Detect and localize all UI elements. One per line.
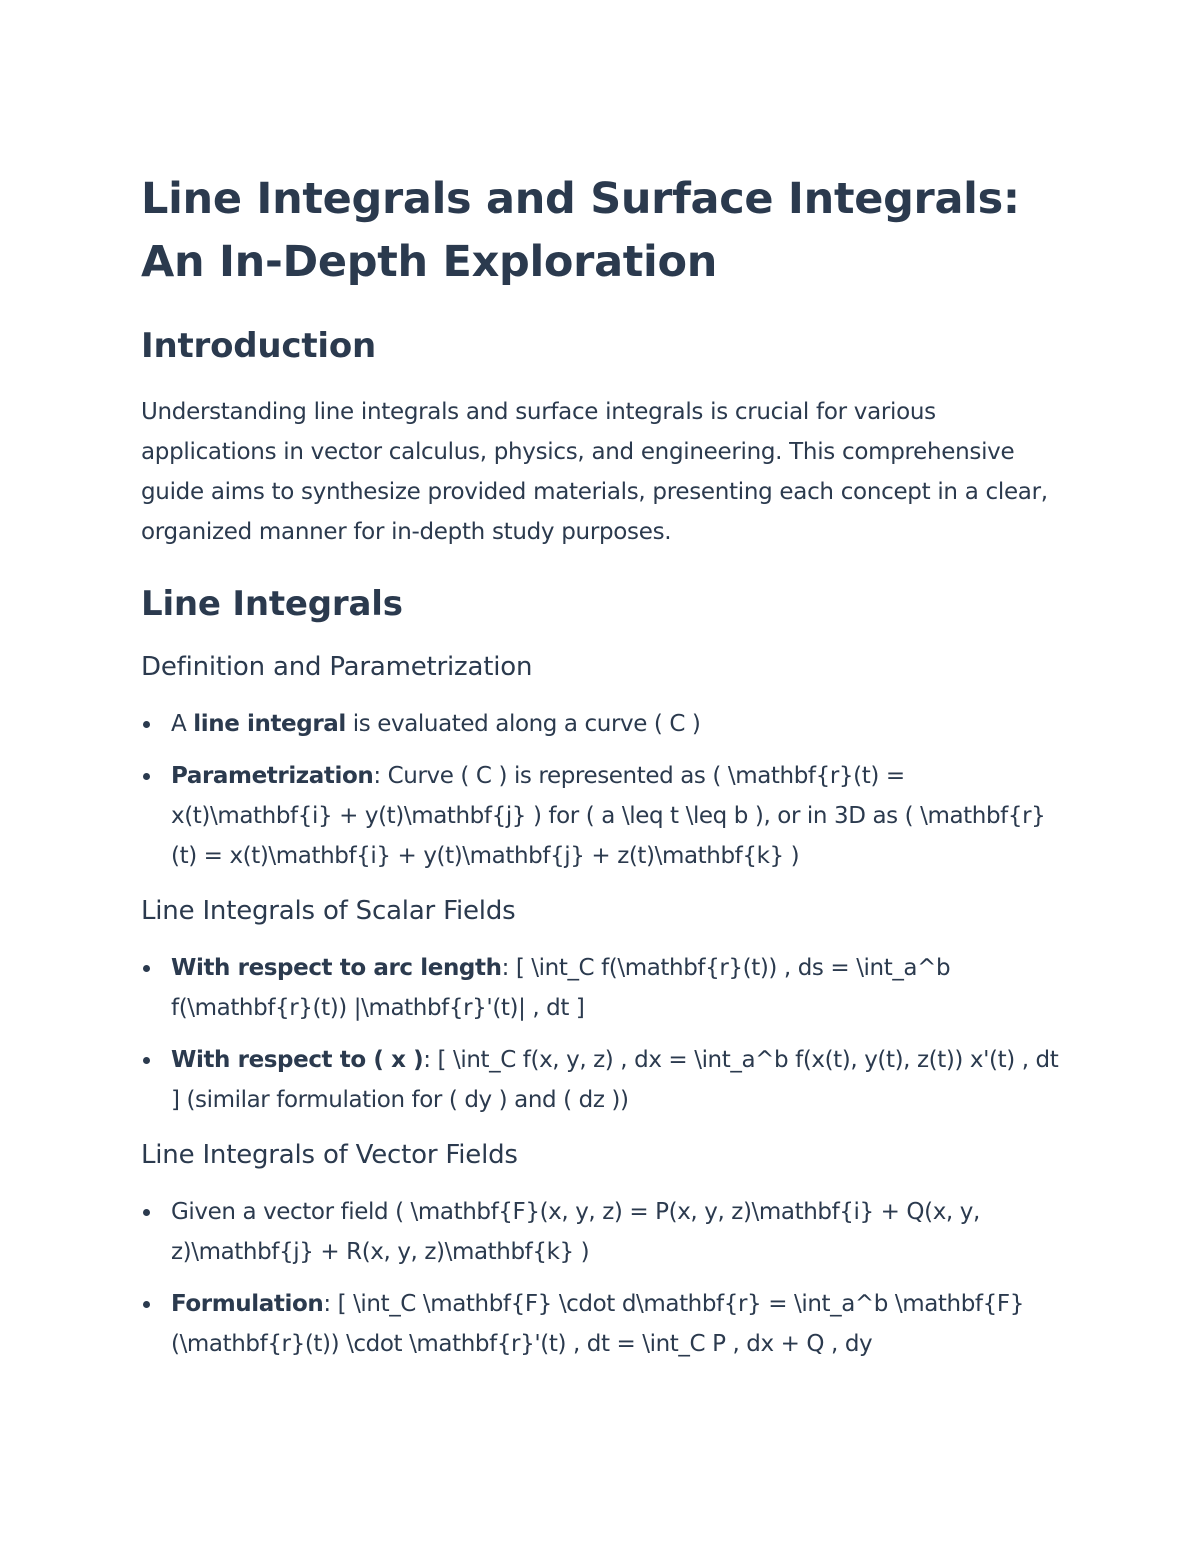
list-item-bold: Parametrization (171, 763, 374, 789)
vector-list (141, 1192, 1071, 1364)
list-item-prefix: Given a vector field ( \mathbf{F}(x, y, z) = P(x, y, z)\mathbf{i} + Q(x, y, z)\mathbf{j} + R(x, y, z)\mathbf{k} ) (171, 1199, 980, 1265)
list-item (141, 1192, 1071, 1272)
definition-list (141, 704, 1071, 876)
scalar-list (141, 948, 1071, 1120)
list-item (141, 1040, 1071, 1120)
list-item-text: is evaluated along a curve ( C ) (345, 711, 701, 737)
list-item (141, 1284, 1071, 1364)
list-item-text: : Curve ( C ) is represented as ( \mathbf{r}(t) = x(t)\mathbf{i} + y(t)\mathbf{j} ) for ( a \leq t \leq b ), or in 3D as ( \mathbf{r}(t) = x(t)\mathbf{i} + y(t)\mathbf{j} + z(t)\mathbf{k} ) (171, 763, 1046, 869)
list-item-text: : [ \int_C \mathbf{F} \cdot d\mathbf{r} = \int_a^b \mathbf{F}(\mathbf{r}(t)) \cdot \mathbf{r}'(t) , dt = \int_C P , dx + Q , dy (171, 1291, 1024, 1357)
list-item-bold: With respect to arc length (171, 955, 502, 981)
section-heading-line-integrals: Line Integrals (141, 584, 403, 624)
list-item-bold: With respect to ( x ) (171, 1047, 424, 1073)
list-item (141, 704, 1071, 744)
document-page (141, 168, 1071, 1382)
subsection-heading-scalar-fields: Line Integrals of Scalar Fields (141, 896, 516, 926)
list-item-bold: Formulation (171, 1291, 324, 1317)
subsection-heading-vector-fields: Line Integrals of Vector Fields (141, 1140, 518, 1170)
subsection-heading-definition: Definition and Parametrization (141, 652, 533, 682)
list-item-text: : [ \int_C f(x, y, z) , dx = \int_a^b f(x(t), y(t), z(t)) x'(t) , dt ] (similar formulation for ( dy ) and ( dz )) (171, 1047, 1059, 1113)
section-heading-introduction: Introduction (141, 326, 377, 366)
list-item (141, 756, 1071, 876)
list-item-prefix: A (171, 711, 194, 737)
list-item-text: : [ \int_C f(\mathbf{r}(t)) , ds = \int_a^b f(\mathbf{r}(t)) |\mathbf{r}'(t)| , dt ] (171, 955, 951, 1021)
list-item-bold: line integral (193, 711, 346, 737)
document-title: Line Integrals and Surface Integrals: An In-Depth Exploration (141, 174, 1020, 287)
list-item (141, 948, 1071, 1028)
intro-paragraph: Understanding line integrals and surface integrals is crucial for various applications in vector calculus, physics, and engineering. This comprehensive guide aims to synthesize provided materials, presenting each concept in a clear, organized manner for in-depth study purposes. (141, 399, 1048, 545)
